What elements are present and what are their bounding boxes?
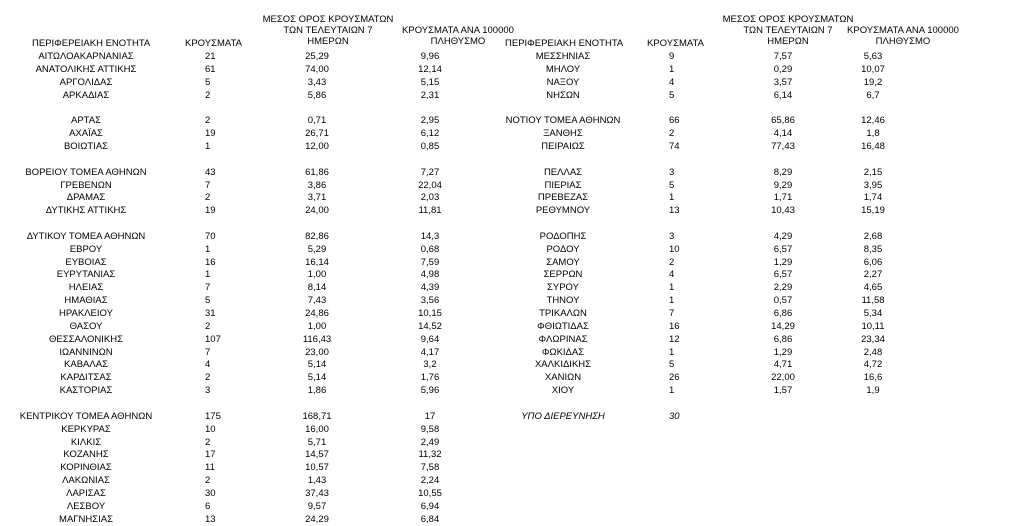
left-avg-value: 3,86 <box>307 179 327 191</box>
right-region-name: ΝΟΤΙΟΥ ΤΟΜΕΑ ΑΘΗΝΩΝ <box>505 115 621 127</box>
right-region-name: ΧΑΝΙΩΝ <box>544 372 582 384</box>
left-region-name: ΔΥΤΙΚΟΥ ΤΟΜΕΑ ΑΘΗΝΩΝ <box>26 230 146 242</box>
left-cases-value: 30 <box>205 487 216 499</box>
left-avg-value: 5,86 <box>307 89 327 101</box>
right-header-cases: ΚΡΟΥΣΜΑΤΑ <box>647 38 704 49</box>
left-header-rate-line1: ΚΡΟΥΣΜΑΤΑ ΑΝΑ 100000 <box>402 25 514 36</box>
right-cases-value: 2 <box>669 256 675 268</box>
right-rate-value: 1,9 <box>866 385 880 397</box>
left-avg-value: 25,29 <box>305 51 329 62</box>
left-avg-value: 3,43 <box>307 76 327 88</box>
left-rate-value: 9,64 <box>420 333 440 345</box>
left-cases-value: 2 <box>205 436 211 448</box>
right-rate-value: 23,34 <box>861 333 885 345</box>
left-avg-value: 1,00 <box>307 320 327 332</box>
left-region-name: ΚΙΛΚΙΣ <box>70 436 102 448</box>
left-avg-value: 12,00 <box>305 140 329 152</box>
right-cases-value: 5 <box>669 89 675 101</box>
right-region-name: ΞΑΝΘΗΣ <box>543 128 583 140</box>
right-avg-value: 1,29 <box>773 346 793 358</box>
left-region-name: ΑΝΑΤΟΛΙΚΗΣ ΑΤΤΙΚΗΣ <box>35 63 137 75</box>
right-header-rate-line1: ΚΡΟΥΣΜΑΤΑ ΑΝΑ 100000 <box>847 25 959 36</box>
left-rate-value: 2,49 <box>420 436 440 448</box>
left-region-name: ΑΙΤΩΛΟΑΚΑΡΝΑΝΙΑΣ <box>38 51 134 62</box>
right-region-name: ΤΡΙΚΑΛΩΝ <box>539 308 587 319</box>
left-avg-value: 7,43 <box>307 295 327 307</box>
left-region-name: ΕΥΡΥΤΑΝΙΑΣ <box>56 269 116 281</box>
right-region-name: ΠΙΕΡΙΑΣ <box>544 179 582 191</box>
right-rate-value: 12,46 <box>861 115 885 127</box>
left-region-name: ΚΟΖΑΝΗΣ <box>63 449 109 461</box>
right-avg-value: 6,86 <box>773 333 793 345</box>
left-avg-value: 24,86 <box>305 308 329 319</box>
left-cases-value: 19 <box>205 128 216 140</box>
left-rate-value: 14,52 <box>418 320 442 332</box>
left-header-avg-line3: ΗΜΕΡΩΝ <box>307 36 349 47</box>
left-region-name: ΒΟΙΩΤΙΑΣ <box>63 140 109 152</box>
right-cases-value: 26 <box>669 372 680 384</box>
left-cases-value: 10 <box>205 423 216 435</box>
right-avg-value: 1,57 <box>773 385 793 397</box>
right-rate-value: 2,27 <box>863 269 883 281</box>
left-rate-value: 2,03 <box>420 192 440 204</box>
left-avg-value: 1,00 <box>307 269 327 281</box>
right-avg-value: 14,29 <box>771 320 795 332</box>
right-cases-value: 10 <box>669 243 680 255</box>
left-rate-value: 7,59 <box>420 256 440 268</box>
right-region-name: ΜΕΣΣΗΝΙΑΣ <box>535 51 591 62</box>
left-rate-value: 7,58 <box>420 462 440 474</box>
left-header-region: ΠΕΡΙΦΕΡΕΙΑΚΗ ΕΝΟΤΗΤΑ <box>32 38 151 49</box>
right-rate-value: 16,6 <box>863 372 883 384</box>
left-rate-value: 4,39 <box>420 282 440 294</box>
right-region-name: ΡΟΔΟΠΗΣ <box>539 230 587 242</box>
right-region-name: ΤΗΝΟΥ <box>546 295 580 307</box>
right-cases-value: 13 <box>669 205 680 217</box>
left-region-name: ΚΟΡΙΝΘΙΑΣ <box>60 462 112 474</box>
right-rate-value: 2,15 <box>863 166 883 178</box>
left-cases-value: 1 <box>205 140 211 152</box>
left-rate-value: 6,12 <box>420 128 440 140</box>
left-region-name: ΕΒΡΟΥ <box>69 243 103 255</box>
right-region-name: ΠΕΛΛΑΣ <box>543 166 583 178</box>
left-avg-value: 5,29 <box>307 243 327 255</box>
left-rate-value: 7,27 <box>420 166 440 178</box>
right-cases-value: 1 <box>669 282 675 294</box>
left-cases-value: 2 <box>205 320 211 332</box>
left-cases-value: 7 <box>205 179 211 191</box>
right-rate-value: 2,68 <box>863 230 883 242</box>
left-rate-value: 2,95 <box>420 115 440 127</box>
left-avg-value: 168,71 <box>302 410 332 422</box>
left-cases-value: 2 <box>205 372 211 384</box>
left-region-name: ΗΜΑΘΙΑΣ <box>64 295 108 307</box>
right-rate-value: 6,7 <box>866 89 880 101</box>
right-region-name: ΝΑΞΟΥ <box>546 76 580 88</box>
right-rate-value: 15,19 <box>861 205 885 217</box>
right-cases-value: 4 <box>669 76 675 88</box>
left-region-name: ΚΑΡΔΙΤΣΑΣ <box>60 372 112 384</box>
left-avg-value: 1,86 <box>307 385 327 397</box>
right-region-name: ΡΟΔΟΥ <box>546 243 580 255</box>
left-cases-value: 19 <box>205 205 216 217</box>
left-region-name: ΑΡΚΑΔΙΑΣ <box>62 89 110 101</box>
left-region-name: ΙΩΑΝΝΙΝΩΝ <box>59 346 113 358</box>
left-region-name: ΛΕΣΒΟΥ <box>66 500 106 512</box>
left-avg-value: 74,00 <box>305 63 329 75</box>
left-region-name: ΚΑΣΤΟΡΙΑΣ <box>59 385 113 397</box>
right-avg-value: 6,57 <box>773 269 793 281</box>
left-header-avg <box>258 14 398 47</box>
right-cases-value: 4 <box>669 269 675 281</box>
right-rate-value: 5,34 <box>863 308 883 319</box>
right-avg-value: 2,29 <box>773 282 793 294</box>
right-rate-value: 6,06 <box>863 256 883 268</box>
right-avg-value: 1,29 <box>773 256 793 268</box>
right-rate-value: 5,63 <box>863 51 883 62</box>
left-rate-value: 9,58 <box>420 423 440 435</box>
right-avg-value: 0,29 <box>773 63 793 75</box>
right-region-name: ΥΠΟ ΔΙΕΡΕΥΝΗΣΗ <box>521 410 605 422</box>
right-header-rate-line2: ΠΛΗΘΥΣΜΟ <box>875 36 931 47</box>
right-avg-value: 22,00 <box>771 372 795 384</box>
left-rate-value: 5,15 <box>420 76 440 88</box>
right-region-name: ΠΡΕΒΕΖΑΣ <box>537 192 589 204</box>
left-region-name: ΚΕΡΚΥΡΑΣ <box>61 423 111 435</box>
left-cases-value: 2 <box>205 115 211 127</box>
right-region-name: ΣΥΡΟΥ <box>547 282 579 294</box>
left-avg-value: 24,29 <box>305 513 329 525</box>
right-region-name: ΝΗΣΩΝ <box>546 89 580 101</box>
right-avg-value: 6,57 <box>773 243 793 255</box>
right-avg-value: 6,86 <box>773 308 793 319</box>
left-header-avg-line2: ΤΩΝ ΤΕΛΕΥΤΑΙΩΝ 7 <box>283 25 373 36</box>
left-cases-value: 7 <box>205 346 211 358</box>
right-rate-value: 16,48 <box>861 140 885 152</box>
left-cases-value: 4 <box>205 359 211 371</box>
right-cases-value: 30 <box>669 410 680 422</box>
left-avg-value: 26,71 <box>305 128 329 140</box>
left-cases-value: 11 <box>205 462 215 474</box>
left-header-avg-line1: ΜΕΣΟΣ ΟΡΟΣ ΚΡΟΥΣΜΑΤΩΝ <box>262 14 394 25</box>
left-region-name: ΘΕΣΣΑΛΟΝΙΚΗΣ <box>49 333 123 345</box>
left-rate-value: 2,31 <box>420 89 440 101</box>
left-avg-value: 9,57 <box>307 500 327 512</box>
left-avg-value: 10,57 <box>305 462 329 474</box>
left-rate-value: 4,17 <box>420 346 440 358</box>
left-cases-value: 43 <box>205 166 216 178</box>
right-cases-value: 2 <box>669 128 675 140</box>
left-avg-value: 8,14 <box>307 282 327 294</box>
left-cases-value: 3 <box>205 385 211 397</box>
left-cases-value: 5 <box>205 76 211 88</box>
left-cases-value: 1 <box>205 269 211 281</box>
right-avg-value: 3,57 <box>773 76 793 88</box>
right-header-region: ΠΕΡΙΦΕΡΕΙΑΚΗ ΕΝΟΤΗΤΑ <box>505 38 624 49</box>
right-region-name: ΧΑΛΚΙΔΙΚΗΣ <box>534 359 592 371</box>
left-cases-value: 175 <box>205 410 221 422</box>
right-header-avg-line3: ΗΜΕΡΩΝ <box>767 36 809 47</box>
left-region-name: ΛΑΚΩΝΙΑΣ <box>62 475 110 487</box>
right-rate-value: 10,07 <box>861 63 885 75</box>
left-avg-value: 1,43 <box>307 475 327 487</box>
left-cases-value: 2 <box>205 192 211 204</box>
left-avg-value: 16,14 <box>305 256 329 268</box>
left-rate-value: 4,98 <box>420 269 440 281</box>
left-rate-value: 1,76 <box>420 372 440 384</box>
left-rate-value: 14,3 <box>420 230 440 242</box>
right-cases-value: 5 <box>669 359 675 371</box>
right-cases-value: 1 <box>669 192 675 204</box>
right-avg-value: 65,86 <box>771 115 795 127</box>
left-avg-value: 37,43 <box>305 487 329 499</box>
right-cases-value: 1 <box>669 346 675 358</box>
right-avg-value: 4,71 <box>773 359 793 371</box>
right-rate-value: 10,11 <box>861 320 885 332</box>
right-cases-value: 1 <box>669 295 675 307</box>
right-rate-value: 4,72 <box>863 359 883 371</box>
right-rate-value: 19,2 <box>863 76 883 88</box>
left-region-name: ΒΟΡΕΙΟΥ ΤΟΜΕΑ ΑΘΗΝΩΝ <box>25 166 147 178</box>
left-region-name: ΜΑΓΝΗΣΙΑΣ <box>59 513 113 525</box>
right-rate-value: 2,48 <box>863 346 883 358</box>
right-cases-value: 3 <box>669 166 675 178</box>
left-rate-value: 6,94 <box>420 500 440 512</box>
left-cases-value: 31 <box>205 308 216 319</box>
right-avg-value: 9,29 <box>773 179 793 191</box>
left-avg-value: 82,86 <box>305 230 329 242</box>
left-rate-value: 12,14 <box>418 63 442 75</box>
right-avg-value: 77,43 <box>771 140 795 152</box>
right-avg-value: 4,14 <box>773 128 793 140</box>
right-avg-value: 8,29 <box>773 166 793 178</box>
left-region-name: ΗΡΑΚΛΕΙΟΥ <box>59 308 113 319</box>
right-cases-value: 9 <box>669 51 675 62</box>
left-rate-value: 11,32 <box>418 449 442 461</box>
left-rate-value: 3,56 <box>420 295 440 307</box>
left-header-rate <box>393 25 523 47</box>
right-cases-value: 1 <box>669 385 675 397</box>
right-rate-value: 4,65 <box>863 282 883 294</box>
left-rate-value: 5,96 <box>420 385 440 397</box>
left-rate-value: 10,15 <box>418 308 442 319</box>
left-region-name: ΕΥΒΟΙΑΣ <box>65 256 107 268</box>
left-region-name: ΘΑΣΟΥ <box>69 320 103 332</box>
left-rate-value: 6,84 <box>420 513 440 525</box>
left-region-name: ΓΡΕΒΕΝΩΝ <box>60 179 112 191</box>
left-cases-value: 7 <box>205 282 211 294</box>
right-avg-value: 1,71 <box>773 192 793 204</box>
right-cases-value: 16 <box>669 320 680 332</box>
left-region-name: ΔΡΑΜΑΣ <box>66 192 106 204</box>
left-cases-value: 21 <box>205 51 216 62</box>
left-cases-value: 61 <box>205 63 216 75</box>
left-avg-value: 16,00 <box>305 423 329 435</box>
right-region-name: ΦΩΚΙΔΑΣ <box>541 346 585 358</box>
right-region-name: ΧΙΟΥ <box>551 385 575 397</box>
right-cases-value: 7 <box>669 308 675 319</box>
right-avg-value: 7,57 <box>773 51 793 62</box>
right-region-name: ΠΕΙΡΑΙΩΣ <box>541 140 585 152</box>
left-rate-value: 17 <box>424 410 436 422</box>
left-cases-value: 70 <box>205 230 216 242</box>
right-cases-value: 12 <box>669 333 680 345</box>
right-header-avg-line2: ΤΩΝ ΤΕΛΕΥΤΑΙΩΝ 7 <box>743 25 833 36</box>
left-avg-value: 3,71 <box>307 192 327 204</box>
left-region-name: ΛΑΡΙΣΑΣ <box>66 487 106 499</box>
left-rate-value: 0,85 <box>420 140 440 152</box>
right-rate-value: 1,8 <box>866 128 880 140</box>
left-region-name: ΑΡΓΟΛΙΔΑΣ <box>59 76 113 88</box>
right-avg-value: 0,57 <box>773 295 793 307</box>
right-region-name: ΣΑΜΟΥ <box>546 256 580 268</box>
left-rate-value: 10,55 <box>418 487 442 499</box>
right-rate-value: 8,35 <box>863 243 883 255</box>
left-rate-value: 3,2 <box>423 359 437 371</box>
left-region-name: ΚΕΝΤΡΙΚΟΥ ΤΟΜΕΑ ΑΘΗΝΩΝ <box>19 410 153 422</box>
right-cases-value: 74 <box>669 140 680 152</box>
right-cases-value: 1 <box>669 63 675 75</box>
left-avg-value: 61,86 <box>305 166 329 178</box>
right-region-name: ΣΕΡΡΩΝ <box>543 269 583 281</box>
right-rate-value: 3,95 <box>863 179 883 191</box>
left-region-name: ΚΑΒΑΛΑΣ <box>64 359 108 371</box>
right-region-name: ΦΘΙΩΤΙΔΑΣ <box>537 320 589 332</box>
left-region-name: ΔΥΤΙΚΗΣ ΑΤΤΙΚΗΣ <box>45 205 127 217</box>
left-cases-value: 17 <box>205 449 216 461</box>
right-avg-value: 10,43 <box>771 205 795 217</box>
left-region-name: ΑΡΤΑΣ <box>71 115 101 127</box>
left-rate-value: 22,04 <box>418 179 442 191</box>
left-rate-value: 11,81 <box>418 205 442 217</box>
left-rate-value: 0,68 <box>420 243 440 255</box>
right-header-avg-line1: ΜΕΣΟΣ ΟΡΟΣ ΚΡΟΥΣΜΑΤΩΝ <box>722 14 854 25</box>
right-header-avg <box>718 14 858 47</box>
right-avg-value: 4,29 <box>773 230 793 242</box>
left-avg-value: 24,00 <box>305 205 329 217</box>
left-cases-value: 107 <box>205 333 221 345</box>
right-cases-value: 5 <box>669 179 675 191</box>
left-header-rate-line2: ΠΛΗΘΥΣΜΟ <box>430 36 486 47</box>
left-avg-value: 5,71 <box>307 436 327 448</box>
right-cases-value: 3 <box>669 230 675 242</box>
left-cases-value: 5 <box>205 295 211 307</box>
left-avg-value: 14,57 <box>305 449 329 461</box>
left-cases-value: 6 <box>205 500 211 512</box>
right-rate-value: 11,58 <box>861 295 885 307</box>
left-rate-value: 9,96 <box>420 51 440 62</box>
left-cases-value: 13 <box>205 513 216 525</box>
left-region-name: ΗΛΕΙΑΣ <box>68 282 104 294</box>
left-avg-value: 5,14 <box>307 359 327 371</box>
left-rate-value: 2,24 <box>420 475 440 487</box>
left-avg-value: 5,14 <box>307 372 327 384</box>
left-region-name: ΑΧΑΪΑΣ <box>69 128 103 140</box>
left-cases-value: 2 <box>205 89 211 101</box>
left-cases-value: 16 <box>205 256 216 268</box>
right-rate-value: 1,74 <box>863 192 883 204</box>
left-header-cases: ΚΡΟΥΣΜΑΤΑ <box>185 38 242 49</box>
left-cases-value: 2 <box>205 475 211 487</box>
right-header-rate <box>838 25 968 47</box>
right-region-name: ΜΗΛΟΥ <box>545 63 581 75</box>
left-avg-value: 0,71 <box>307 115 327 127</box>
right-cases-value: 66 <box>669 115 680 127</box>
left-avg-value: 116,43 <box>302 333 332 345</box>
left-avg-value: 23,00 <box>305 346 329 358</box>
left-cases-value: 1 <box>205 243 211 255</box>
right-region-name: ΡΕΘΥΜΝΟΥ <box>535 205 591 217</box>
right-region-name: ΦΛΩΡΙΝΑΣ <box>538 333 588 345</box>
right-avg-value: 6,14 <box>773 89 793 101</box>
